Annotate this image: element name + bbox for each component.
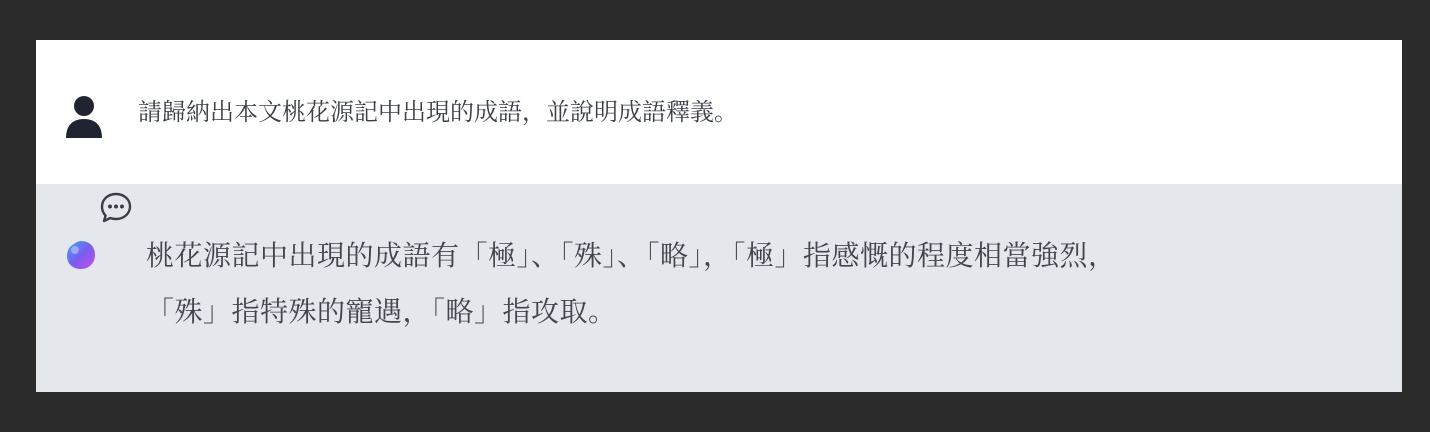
bot-message-text — [146, 228, 1366, 340]
user-message-row — [36, 40, 1402, 184]
speech-bubble-icon[interactable] — [98, 190, 134, 226]
user-avatar-icon — [64, 94, 104, 138]
bot-avatar-icon — [64, 238, 98, 272]
bot-message-line-1: 桃花源記中出現的成語有「極」、「殊」、「略」，「極」指感慨的程度相當強烈， — [146, 239, 1117, 272]
bot-message-line-2: 「殊」指特殊的寵遇，「略」指攻取。 — [146, 295, 617, 328]
bot-message-row — [36, 184, 1402, 392]
user-message-text: 請歸納出本文桃花源記中出現的成語，並說明成語釋義。 — [138, 98, 738, 126]
chat-window — [36, 40, 1402, 392]
